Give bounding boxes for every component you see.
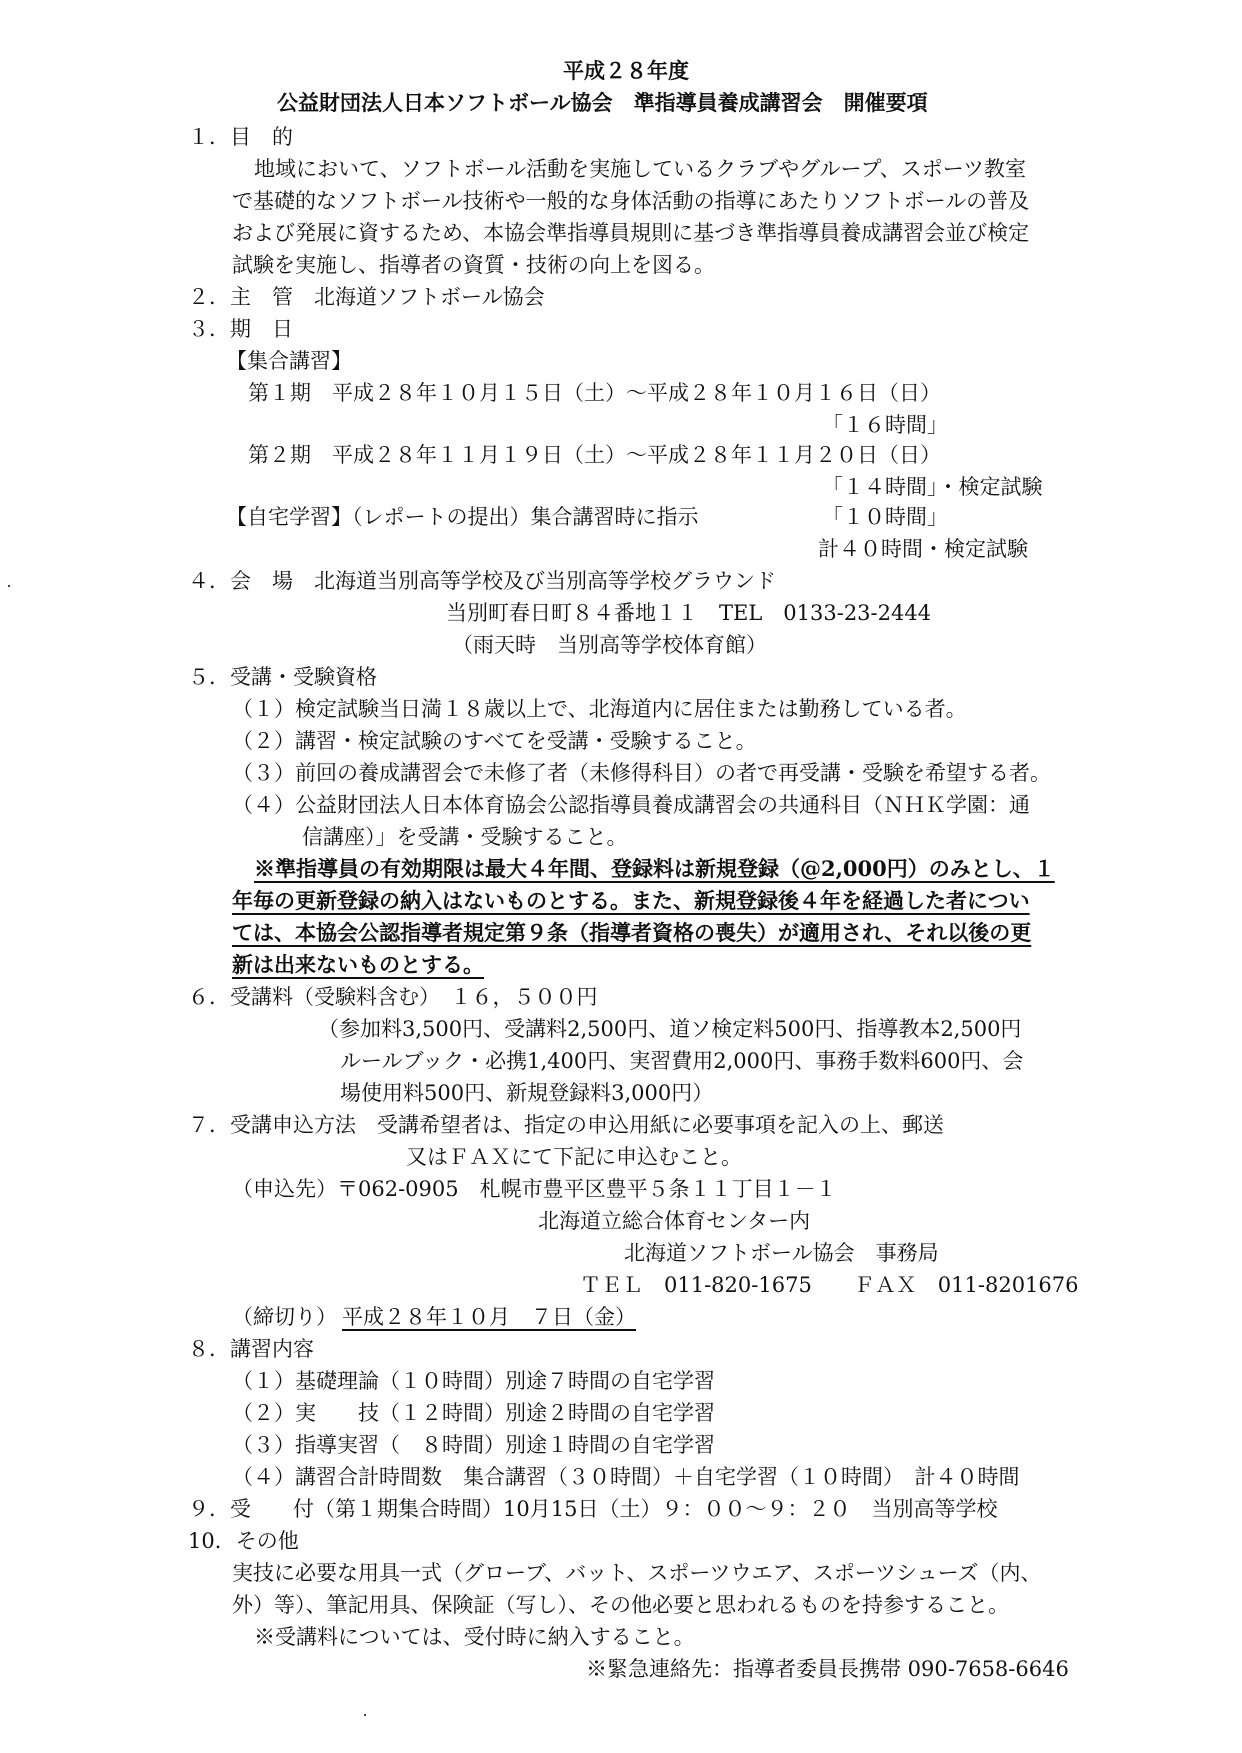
- sec3-term2-hours: 「１４時間」・検定試験: [822, 475, 1043, 499]
- sec3-group-label: 【集合講習】: [226, 349, 352, 373]
- sec9-reception: ９．受 付（第１期集合時間）10月15日（土）９：００～９：２０ 当別高等学校: [188, 1497, 998, 1521]
- sec7-address2: 北海道立総合体育センター内: [538, 1209, 811, 1233]
- sec2-organizer: ２．主 管 北海道ソフトボール協会: [188, 285, 545, 309]
- document-title: 平成２８年度: [563, 58, 689, 83]
- sec5-item: （４）公益財団法人日本体育協会公認指導員養成講習会の共通科目（ＮＨＫ学園：通: [232, 793, 1030, 817]
- sec1-body-line: および発展に資するため、本協会準指導員規則に基づき準指導員養成講習会並び検定: [232, 221, 1030, 245]
- sec8-item: （４）講習合計時間数 集合講習（３０時間）＋自宅学習（１０時間） 計４０時間: [232, 1465, 1020, 1489]
- sec3-heading: ３．期 日: [188, 317, 293, 341]
- sec1-heading: １．目 的: [188, 125, 293, 149]
- sec3-term1: 第１期 平成２８年１０月１５日（土）～平成２８年１０月１６日（日）: [248, 381, 941, 405]
- sec10-body-line: ※受講料については、受付時に納入すること。: [254, 1625, 695, 1649]
- sec8-heading: ８．講習内容: [188, 1337, 314, 1361]
- sec10-heading: 10．その他: [188, 1529, 299, 1553]
- sec5-item: （２）講習・検定試験のすべてを受講・受験すること。: [232, 729, 757, 753]
- sec3-term2: 第２期 平成２８年１１月１９日（土）～平成２８年１１月２０日（日）: [248, 443, 941, 467]
- sec8-item: （２）実 技（１２時間）別途２時間の自宅学習: [232, 1401, 715, 1425]
- sec10-emergency: ※緊急連絡先：指導者委員長携帯 090-7658-6646: [586, 1657, 1069, 1681]
- sec6-breakdown-line: ルールブック・必携1,400円、実習費用2,000円、事務手数料600円、会: [340, 1049, 1024, 1073]
- sec5-notice-line: ては、本協会公認指導者規定第９条（指導者資格の喪失）が適用され、それ以後の更: [232, 920, 1032, 945]
- sec3-term1-hours: 「１６時間」: [822, 413, 948, 437]
- sec6-breakdown-line: 場使用料500円、新規登録料3,000円）: [340, 1081, 714, 1105]
- sec5-notice-line: 新は出来ないものとする。: [232, 952, 484, 977]
- sec7-address1: （申込先）〒062-0905 札幌市豊平区豊平５条１１丁目１－１: [232, 1177, 837, 1201]
- sec1-body-line: で基礎的なソフトボール技術や一般的な身体活動の指導にあたりソフトボールの普及: [232, 189, 1030, 213]
- sec8-item: （３）指導実習（ ８時間）別途１時間の自宅学習: [232, 1433, 715, 1457]
- sec1-body-line: 試験を実施し、指導者の資質・技術の向上を図る。: [232, 253, 715, 277]
- sec5-item: （３）前回の養成講習会で未修了者（未修得科目）の者で再受講・受験を希望する者。: [232, 761, 1051, 785]
- sec4-venue: ４．会 場 北海道当別高等学校及び当別高等学校グラウンド: [188, 569, 776, 593]
- sec5-notice-line: ※準指導員の有効期限は最大４年間、登録料は新規登録（@2,000円）のみとし、１: [254, 856, 1055, 881]
- sec5-notice-line: 年毎の更新登録の納入はないものとする。また、新規登録後４年を経過した者につい: [232, 888, 1030, 913]
- sec10-body-line: 実技に必要な用具一式（グローブ、バット、スポーツウエア、スポーツシューズ（内、: [232, 1561, 1042, 1585]
- sec10-body-line: 外）等）、筆記用具、保険証（写し）、その他必要と思われるものを持参すること。: [232, 1593, 1009, 1617]
- scan-speck: [8, 585, 10, 587]
- sec7-line2: 又はＦＡＸにて下記に申込むこと。: [406, 1145, 742, 1169]
- sec7-heading: ７．受講申込方法 受講希望者は、指定の申込用紙に必要事項を記入の上、郵送: [188, 1113, 944, 1137]
- sec5-item: 信講座）」を受講・受験すること。: [302, 825, 628, 849]
- sec1-body-line: 地域において、ソフトボール活動を実施しているクラブやグループ、スポーツ教室: [254, 157, 1026, 181]
- sec7-address3: 北海道ソフトボール協会 事務局: [624, 1241, 939, 1265]
- sec7-deadline-label: （締切り）: [232, 1305, 337, 1329]
- sec5-item: （１）検定試験当日満１８歳以上で、北海道内に居住または勤務している者。: [232, 697, 967, 721]
- sec7-contact: ＴＥＬ 011-820-1675 ＦＡＸ 011-8201676: [580, 1273, 1079, 1297]
- sec3-home-hours: 「１０時間」: [822, 505, 948, 529]
- scan-speck: [364, 1714, 366, 1716]
- sec7-deadline: 平成２８年１０月 ７日（金）: [342, 1305, 636, 1329]
- sec4-rain: （雨天時 当別高等学校体育館）: [452, 633, 767, 657]
- sec6-breakdown-line: （参加料3,500円、受講料2,500円、道ソ検定料500円、指導教本2,500円: [318, 1017, 1022, 1041]
- sec3-home-study: 【自宅学習】（レポートの提出）集合講習時に指示: [226, 505, 699, 529]
- sec6-fee: ６．受講料（受験料含む） １６，５００円: [188, 985, 598, 1009]
- sec3-total: 計４０時間・検定試験: [818, 537, 1028, 561]
- sec5-heading: ５．受講・受験資格: [188, 665, 377, 689]
- sec8-item: （１）基礎理論（１０時間）別途７時間の自宅学習: [232, 1369, 715, 1393]
- document-subtitle: 公益財団法人日本ソフトボール協会 準指導員養成講習会 開催要項: [277, 90, 928, 115]
- sec4-address: 当別町春日町８４番地１１ TEL 0133-23-2444: [446, 601, 932, 625]
